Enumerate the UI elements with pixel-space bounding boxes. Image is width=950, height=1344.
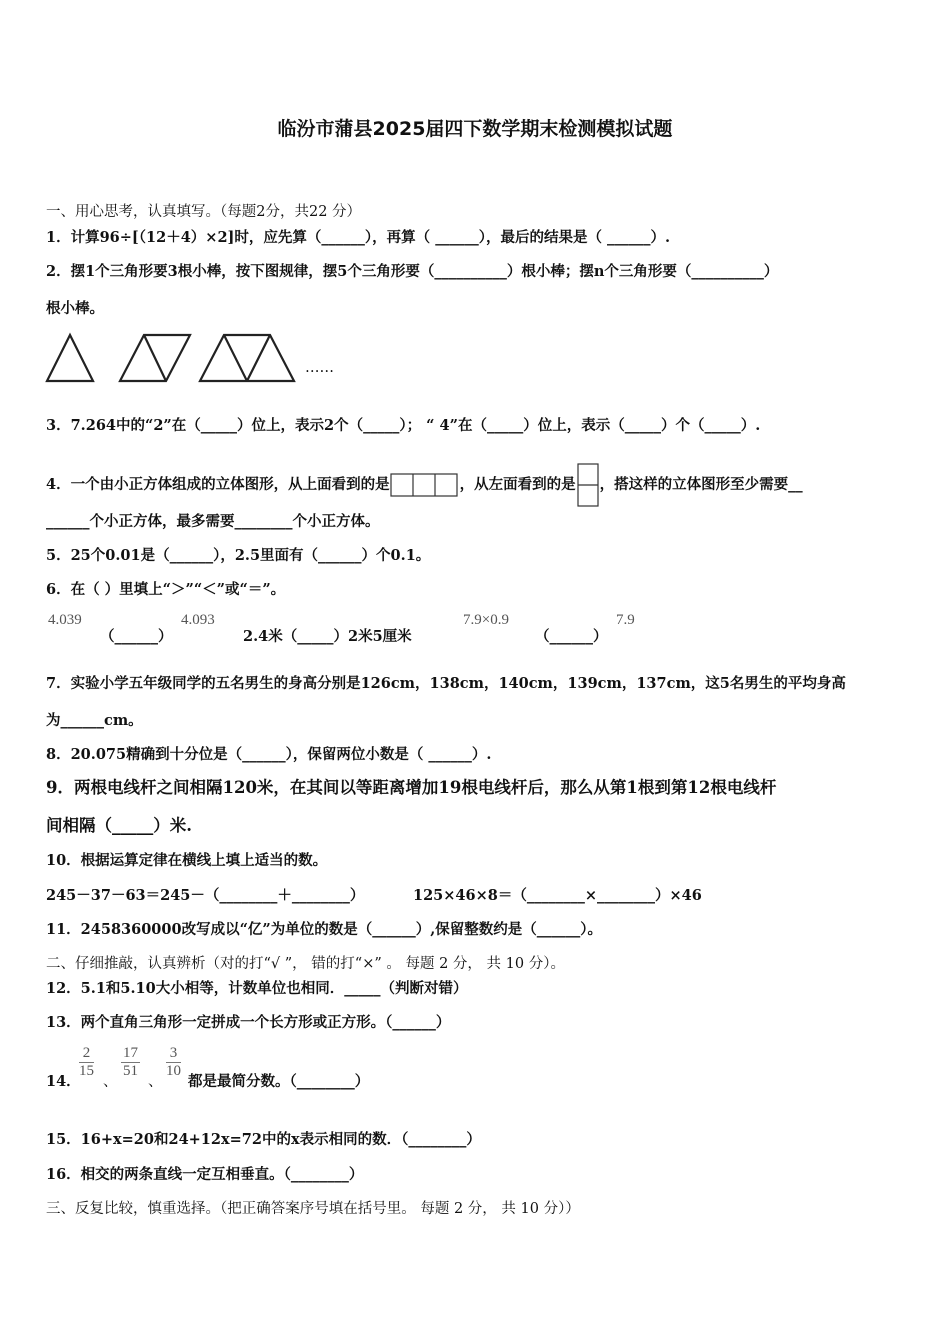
- question-14-suffix: 都是最简分数。（________）: [188, 1073, 370, 1090]
- question-10-right-expression: 125×46×8＝（________×________）×46: [413, 887, 702, 904]
- question-13: 13．两个直角三角形一定拼成一个长方形或正方形。（______）: [46, 1014, 451, 1031]
- question-4-line2: ______个小正方体，最多需要________个小正方体。: [46, 513, 380, 530]
- question-14-prefix: 14．: [46, 1073, 81, 1090]
- section-1-heading: 一、用心思考，认真填写。（每题2分，共22 分）: [46, 204, 362, 220]
- question-10-left-expression: 245－37－63＝245－（________＋________）: [46, 887, 365, 904]
- compare-a-right: 4.093: [181, 612, 215, 628]
- fraction-separator: 、: [148, 1074, 163, 1090]
- question-4-line1: [46, 463, 803, 507]
- question-4-text-c: ，搭这样的立体图形至少需要__: [599, 476, 803, 493]
- fraction-denominator: 10: [166, 1063, 181, 1079]
- question-7-line2: 为______cm。: [46, 712, 143, 729]
- triangle-group-3-diagonal-b: [247, 335, 270, 381]
- fraction-separator: 、: [103, 1074, 118, 1090]
- compare-b: 2.4米（_____）2米5厘米: [243, 628, 412, 645]
- question-12: 12．5.1和5.10大小相等，计数单位也相同．_____（判断对错）: [46, 980, 468, 997]
- section-3-heading: 三、反复比较，慎重选择。（把正确答案序号填在括号里。 每题 2 分， 共 10 分））: [46, 1201, 580, 1217]
- fraction-numerator: 17: [123, 1045, 138, 1061]
- question-8: 8．20.075精确到十分位是（______），保留两位小数是（ ______）.: [46, 746, 492, 763]
- fraction-2-15: [79, 1045, 94, 1080]
- question-16: 16．相交的两条直线一定互相垂直。（________）: [46, 1166, 364, 1183]
- page-title: 临汾市蒲县2025届四下数学期末检测模拟试题: [277, 118, 673, 140]
- section-2-heading: 二、仔细推敲，认真辨析（对的打“√ ”， 错的打“×” 。 每题 2 分， 共 10 分）。: [46, 956, 565, 972]
- compare-c-left: 7.9×0.9: [463, 612, 509, 628]
- fraction-numerator: 2: [79, 1045, 94, 1063]
- fraction-denominator: 15: [79, 1063, 94, 1079]
- question-9-line2: 间相隔（_____）米.: [46, 816, 192, 835]
- triangle-group-3: [200, 335, 294, 381]
- question-5: 5．25个0.01是（______），2.5里面有（______）个0.1。: [46, 547, 431, 564]
- compare-a-left: 4.039: [48, 612, 82, 628]
- question-10: 10．根据运算定律在横线上填上适当的数。: [46, 852, 328, 869]
- question-15: 15．16+x=20和24+12x=72中的x表示相同的数．（________）: [46, 1131, 481, 1148]
- question-4-text-b: ，从左面看到的是: [459, 476, 576, 493]
- fraction-3-10: [166, 1045, 181, 1080]
- question-2-line1: 2．摆1个三角形要3根小棒，按下图规律，摆5个三角形要（__________）根小棒；摆n个三角形要（__________）: [46, 263, 779, 280]
- question-2-line2: 根小棒。: [46, 300, 104, 317]
- compare-c-blank: （______）: [535, 628, 608, 645]
- compare-c-right: 7.9: [616, 612, 635, 628]
- fraction-17-51: [121, 1045, 140, 1080]
- question-1: 1．计算96÷[（12＋4）×2]时，应先算（______），再算（ ______），最后的结果是（ ______）.: [46, 229, 671, 246]
- fraction-numerator: 3: [166, 1045, 181, 1063]
- triangle-1: [47, 335, 93, 381]
- left-view-grid-figure: [576, 463, 600, 507]
- triangle-pattern-figure: [44, 332, 344, 386]
- triangle-group-2-diagonal: [144, 335, 166, 381]
- question-9-line1: 9．两根电线杆之间相隔120米，在其间以等距离增加19根电线杆后，那么从第1根到第12根电线杆: [46, 778, 777, 797]
- question-6: 6．在（ ）里填上“＞”“＜”或“＝”。: [46, 581, 286, 598]
- question-7-line1: 7．实验小学五年级同学的五名男生的身高分别是126cm，138cm，140cm，139cm，137cm，这5名男生的平均身高: [46, 675, 846, 692]
- question-4-text-a: 4．一个由小正方体组成的立体图形，从上面看到的是: [46, 476, 390, 493]
- fraction-denominator: 51: [123, 1063, 138, 1079]
- compare-a-blank: （______）: [100, 628, 173, 645]
- question-3: 3．7.264中的“2”在（_____）位上，表示2个（_____）； “ 4”在（_____）位上，表示（_____）个（_____）.: [46, 417, 761, 434]
- triangle-group-3-diagonal-a: [224, 335, 247, 381]
- top-view-grid-figure: [390, 473, 460, 497]
- question-11: 11．2458360000改写成以“亿”为单位的数是（______）,保留整数约是（______）。: [46, 921, 603, 938]
- pattern-ellipsis: ……: [305, 360, 334, 376]
